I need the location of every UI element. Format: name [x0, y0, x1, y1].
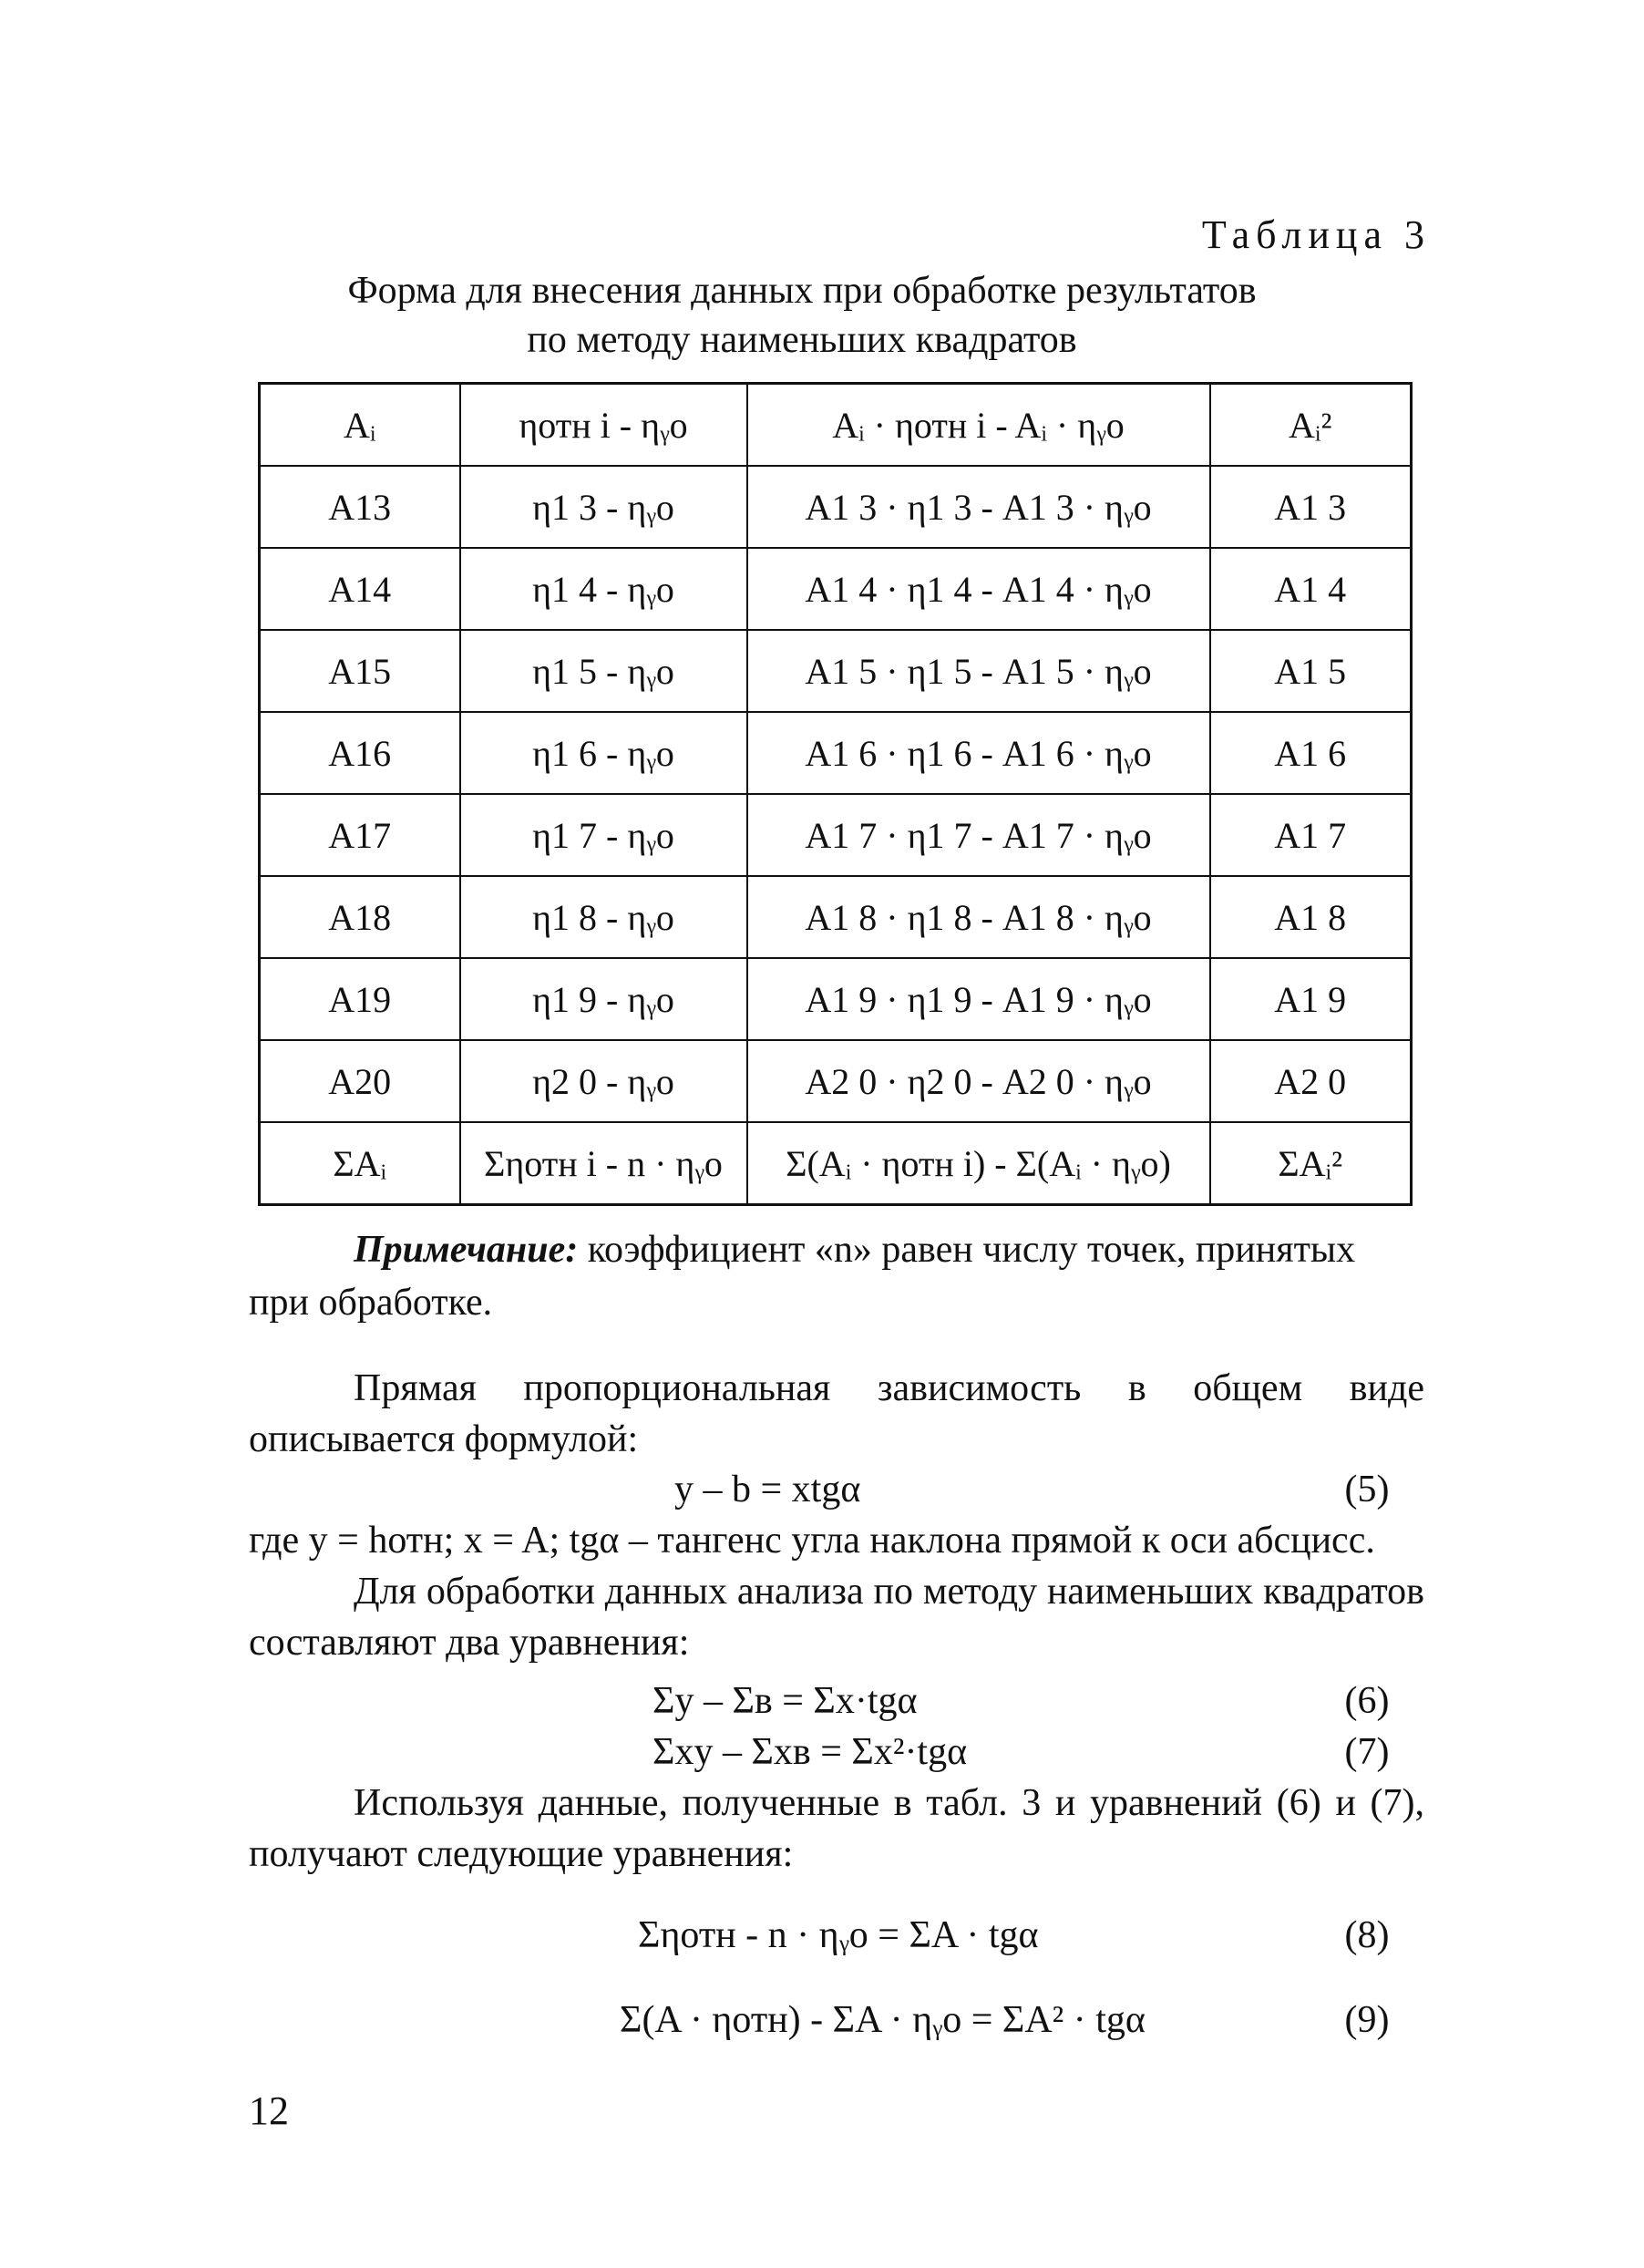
paragraph-3-text: Для обработки данных анализа по методу наименьших квадратов составляют два уравнения: [249, 1571, 1424, 1664]
table-cell: A1 4 [1210, 548, 1412, 630]
table-cell: η1 6 - ηᵧо [460, 712, 747, 794]
table-cell: ηотн i - ηᵧо [460, 384, 747, 467]
table-cell: A1 7 [1210, 794, 1412, 876]
table-title-line1: Форма для внесения данных при обработке результатов [347, 270, 1257, 312]
table-cell: η1 7 - ηᵧо [460, 794, 747, 876]
table-row [260, 794, 1412, 876]
table-cell: η2 0 - ηᵧо [460, 1040, 747, 1122]
table-cell: A20 [260, 1040, 460, 1122]
note-text: коэффициент «n» равен числу точек, принятых при обработке. [249, 1229, 1356, 1324]
table-cell: Σ(Aᵢ · ηотн i) - Σ(Aᵢ · ηᵧо) [747, 1122, 1210, 1205]
table-row [260, 630, 1412, 712]
table-cell: A14 [260, 548, 460, 630]
note-label: Примечание: [354, 1229, 579, 1271]
equation-9-number: (9) [1344, 1999, 1390, 2041]
table-cell: ΣAᵢ [260, 1122, 460, 1205]
table-cell: A1 6 · η1 6 - A1 6 · ηᵧо [747, 712, 1210, 794]
equation-8-number: (8) [1344, 1914, 1390, 1956]
table-cell: η1 9 - ηᵧо [460, 958, 747, 1040]
page-number: 12 [249, 2088, 289, 2133]
table-row [260, 712, 1412, 794]
table-cell: ΣAᵢ² [1210, 1122, 1412, 1205]
table-cell: A1 9 · η1 9 - A1 9 · ηᵧо [747, 958, 1210, 1040]
equation-7-number: (7) [1344, 1731, 1390, 1773]
table-sum-row [260, 1122, 1412, 1205]
equation-6-number: (6) [1344, 1680, 1390, 1722]
table-row [260, 1040, 1412, 1122]
table-title [255, 266, 1349, 365]
table-cell: A15 [260, 630, 460, 712]
equation-5-number: (5) [1344, 1469, 1390, 1510]
paragraph-1 [249, 1363, 1424, 1465]
table-row [260, 876, 1412, 958]
table-cell: η1 5 - ηᵧо [460, 630, 747, 712]
data-table [258, 382, 1413, 1206]
table-cell: A13 [260, 466, 460, 548]
note [249, 1223, 1424, 1329]
equation-6: Σy – Σв = Σx·tgα [652, 1680, 918, 1722]
table-cell: A17 [260, 794, 460, 876]
table-cell: A1 5 · η1 5 - A1 5 · ηᵧо [747, 630, 1210, 712]
paragraph-3 [249, 1566, 1424, 1668]
table-cell: η1 3 - ηᵧо [460, 466, 747, 548]
table-cell: A19 [260, 958, 460, 1040]
table-cell: η1 4 - ηᵧо [460, 548, 747, 630]
table-label: Таблица 3 [1201, 212, 1431, 257]
table-row [260, 958, 1412, 1040]
table-cell: A1 8 · η1 8 - A1 8 · ηᵧо [747, 876, 1210, 958]
table-row [260, 466, 1412, 548]
table-cell: A1 4 · η1 4 - A1 4 · ηᵧо [747, 548, 1210, 630]
table-header-row [260, 384, 1412, 467]
table-cell: A1 9 [1210, 958, 1412, 1040]
table-row [260, 548, 1412, 630]
table-cell: A1 3 [1210, 466, 1412, 548]
table-cell: A1 3 · η1 3 - A1 3 · ηᵧо [747, 466, 1210, 548]
table-cell: A2 0 · η2 0 - A2 0 · ηᵧо [747, 1040, 1210, 1122]
table-cell: Aᵢ · ηотн i - Aᵢ · ηᵧо [747, 384, 1210, 467]
table-cell: A1 7 · η1 7 - A1 7 · ηᵧо [747, 794, 1210, 876]
equation-8: Σηотн - n · ηᵧо = ΣA · tgα [638, 1914, 1039, 1956]
paragraph-4 [249, 1778, 1424, 1880]
table-cell: A1 8 [1210, 876, 1412, 958]
table-cell: Aᵢ [260, 384, 460, 467]
table-cell: A16 [260, 712, 460, 794]
table-cell: Σηотн i - n · ηᵧо [460, 1122, 747, 1205]
table-cell: A18 [260, 876, 460, 958]
equation-7: Σxy – Σxв = Σx²·tgα [652, 1731, 968, 1773]
equation-5: y – b = xtgα [674, 1469, 861, 1510]
table-title-line2: по методу наименьших квадратов [527, 319, 1077, 361]
table-cell: A1 5 [1210, 630, 1412, 712]
paragraph-2: где y = hотн; x = A; tgα – тангенс угла наклона прямой к оси абсцисс. [249, 1520, 1375, 1562]
equation-9: Σ(A · ηотн) - ΣA · ηᵧо = ΣA² · tgα [620, 1999, 1146, 2041]
table-cell: A1 6 [1210, 712, 1412, 794]
table-cell: A2 0 [1210, 1040, 1412, 1122]
table-cell: η1 8 - ηᵧо [460, 876, 747, 958]
paragraph-4-text: Используя данные, полученные в табл. 3 и уравнений (6) и (7), получают следующие уравнения: [249, 1782, 1424, 1875]
table-cell: Aᵢ² [1210, 384, 1412, 467]
paragraph-1-text: Прямая пропорциональная зависимость в общем виде описывается формулой: [249, 1367, 1424, 1460]
